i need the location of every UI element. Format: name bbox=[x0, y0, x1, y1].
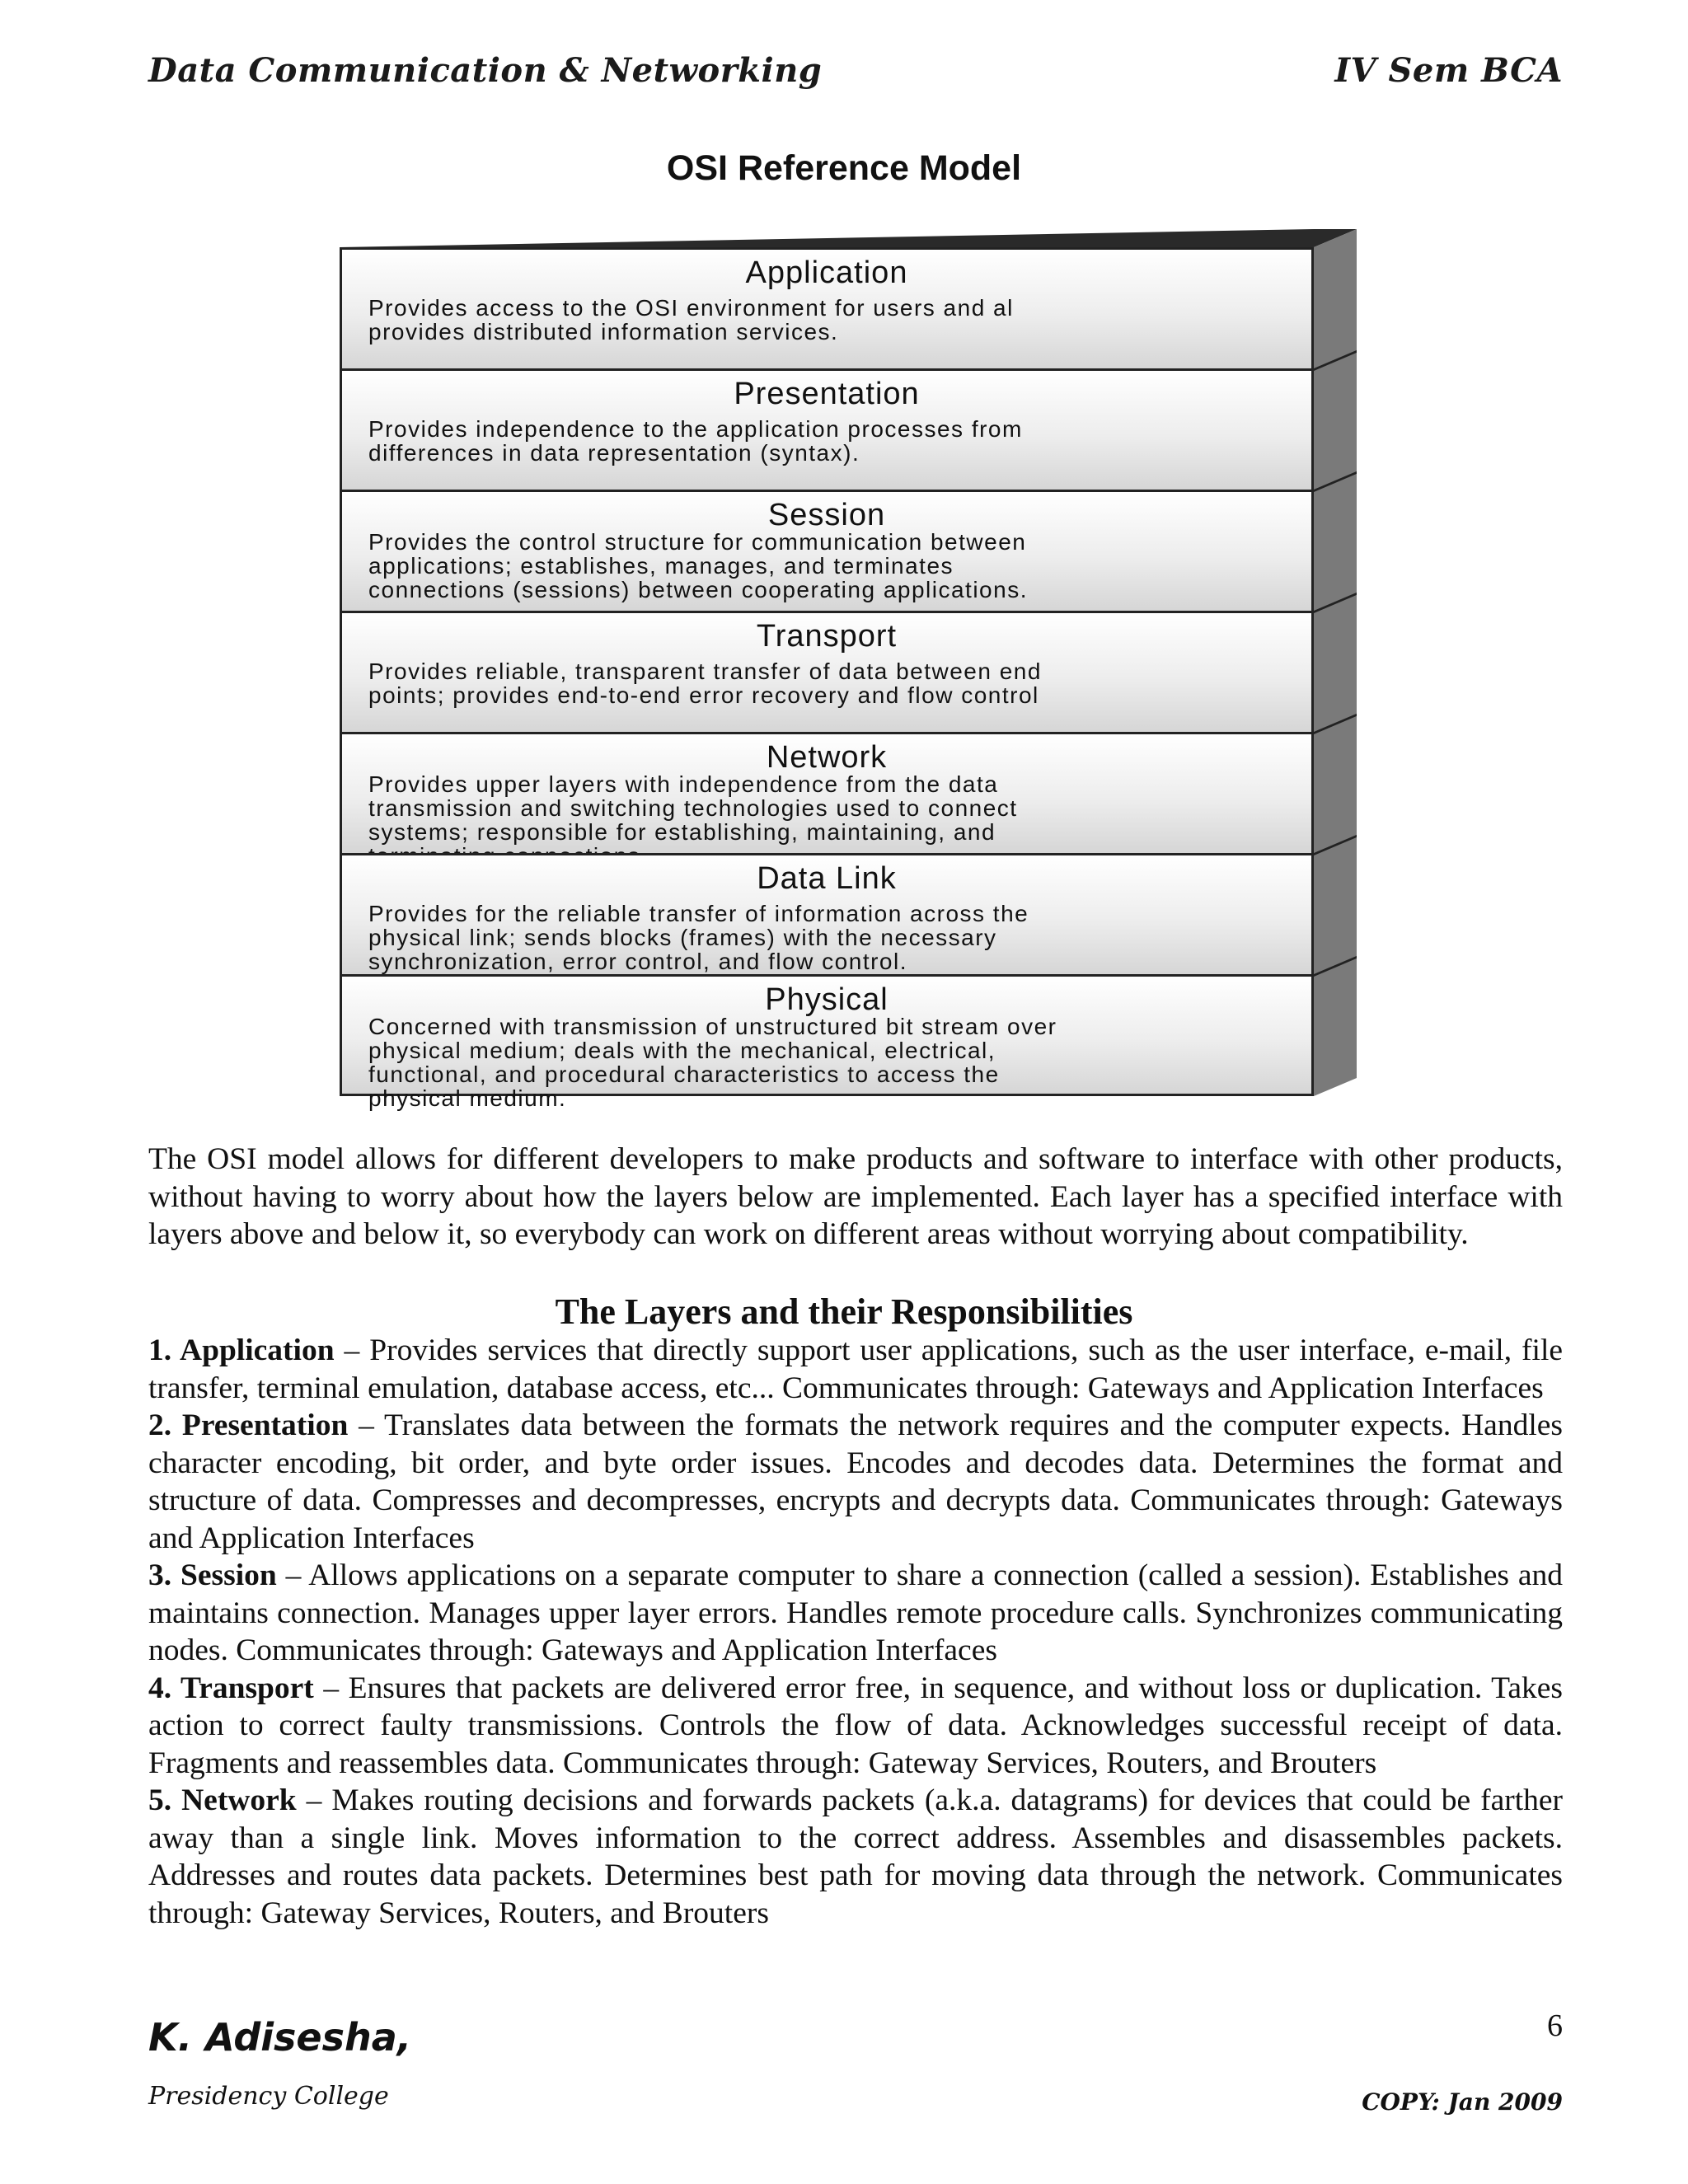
layer-name: Data Link bbox=[757, 861, 897, 896]
osi-layer-data-link bbox=[340, 853, 1314, 974]
item-text: – Ensures that packets are delivered error free, in sequence, and without loss or duplication. Takes action to correct faulty transmissions. Controls the flow of data. Acknowledges successful receipt of data. Fragments and reassembles data. Communicates through: Gateway Services, Routers, and Brouters bbox=[148, 1671, 1563, 1780]
osi-layer-physical bbox=[340, 974, 1314, 1111]
layer-item-network bbox=[148, 1782, 1563, 1932]
layer-description: Provides independence to the application processes from differences in data representation (syntax). bbox=[368, 416, 1023, 466]
layer-name: Session bbox=[767, 498, 886, 532]
layer-item-session bbox=[148, 1557, 1563, 1670]
item-label: 2. Presentation bbox=[148, 1408, 349, 1442]
osi-layer-application bbox=[340, 247, 1314, 368]
osi-layer-network bbox=[340, 732, 1314, 853]
layer-description: Provides access to the OSI environment for users and al provides distributed information services. bbox=[368, 295, 1014, 344]
header-course-title: Data Communication & Networking bbox=[148, 51, 823, 90]
footer-college: Presidency College bbox=[148, 2082, 389, 2111]
layers-list bbox=[148, 1332, 1563, 1932]
layer-item-presentation bbox=[148, 1407, 1563, 1557]
page-number: 6 bbox=[1547, 2008, 1563, 2043]
osi-layer-session bbox=[340, 490, 1314, 611]
osi-layer-transport bbox=[340, 611, 1314, 732]
figure-title: OSI Reference Model bbox=[666, 148, 1022, 188]
layer-item-application bbox=[148, 1332, 1563, 1407]
item-label: 5. Network bbox=[148, 1783, 297, 1817]
item-label: 3. Session bbox=[148, 1558, 277, 1592]
osi-stack-diagram bbox=[340, 247, 1314, 1111]
layer-name: Physical bbox=[765, 982, 889, 1017]
osi-layer-presentation bbox=[340, 368, 1314, 490]
header-semester: IV Sem BCA bbox=[1334, 51, 1563, 90]
stack-top-edge bbox=[340, 229, 1357, 247]
layer-name: Application bbox=[745, 255, 908, 290]
layer-item-transport bbox=[148, 1670, 1563, 1783]
item-label: 4. Transport bbox=[148, 1671, 314, 1705]
layer-description: Provides reliable, transparent transfer of data between end points; provides end-to-end error recovery and flow control bbox=[368, 658, 1042, 708]
layer-description: Provides the control structure for communication between applications; establishes, manages, and terminates connections (sessions) between cooperating applications. bbox=[368, 529, 1028, 602]
layer-name: Presentation bbox=[734, 377, 920, 411]
footer-author: K. Adisesha, bbox=[148, 2015, 412, 2060]
item-text: – Translates data between the formats the network requires and the computer expects. Handles character encoding, bit order, and byte order issues. Encodes and decodes data. Determines the format and structure of data. Compresses and decompresses, encrypts and decrypts data. Communicates through: Gateways and Application Interfaces bbox=[148, 1408, 1563, 1555]
item-text: – Allows applications on a separate computer to share a connection (called a session). Establishes and maintains connection. Manages upper layer errors. Handles remote procedure calls. Synchronizes communicating nodes. Communicates through: Gateways and Application Interfaces bbox=[148, 1558, 1563, 1667]
layer-description: Provides upper layers with independence from the data transmission and switching technologies used to connect systems; responsible for establishing, maintaining, and bbox=[368, 771, 1018, 845]
layer-description: Concerned with transmission of unstructured bit stream over physical medium; deals with the mechanical, electrical, functional, and procedural characteristics to access the physical medium. bbox=[368, 1014, 1057, 1111]
footer-copy-date: COPY: Jan 2009 bbox=[1362, 2088, 1563, 2116]
layer-description: Provides for the reliable transfer of information across the physical link; sends blocks (frames) with the necessary synchronization, error control, and flow control. bbox=[368, 901, 1029, 974]
intro-paragraph: The OSI model allows for different developers to make products and software to interface with other products, without having to worry about how the layers below are implemented. Each layer has a specified interface with layers above and below it, so everybody can work on different areas without worrying about compatibility. bbox=[148, 1142, 1563, 1251]
item-text: – Provides services that directly support user applications, such as the user interface, e-mail, file transfer, terminal emulation, database access, etc... Communicates through: Gateways and Application Interfaces bbox=[148, 1333, 1564, 1405]
item-label: 1. Application bbox=[148, 1333, 335, 1367]
layer-name: Network bbox=[766, 740, 888, 775]
layer-name: Transport bbox=[756, 619, 898, 654]
item-text: – Makes routing decisions and forwards packets (a.k.a. datagrams) for devices that could be farther away than a single link. Moves information to the correct address. Assembles and disassembles packets. Addresses and routes data packets. Determines best path for moving data through the network. Communicates through: Gateway Services, Routers, and Brouters bbox=[148, 1783, 1564, 1930]
section-title: The Layers and their Responsibilities bbox=[555, 1291, 1133, 1332]
